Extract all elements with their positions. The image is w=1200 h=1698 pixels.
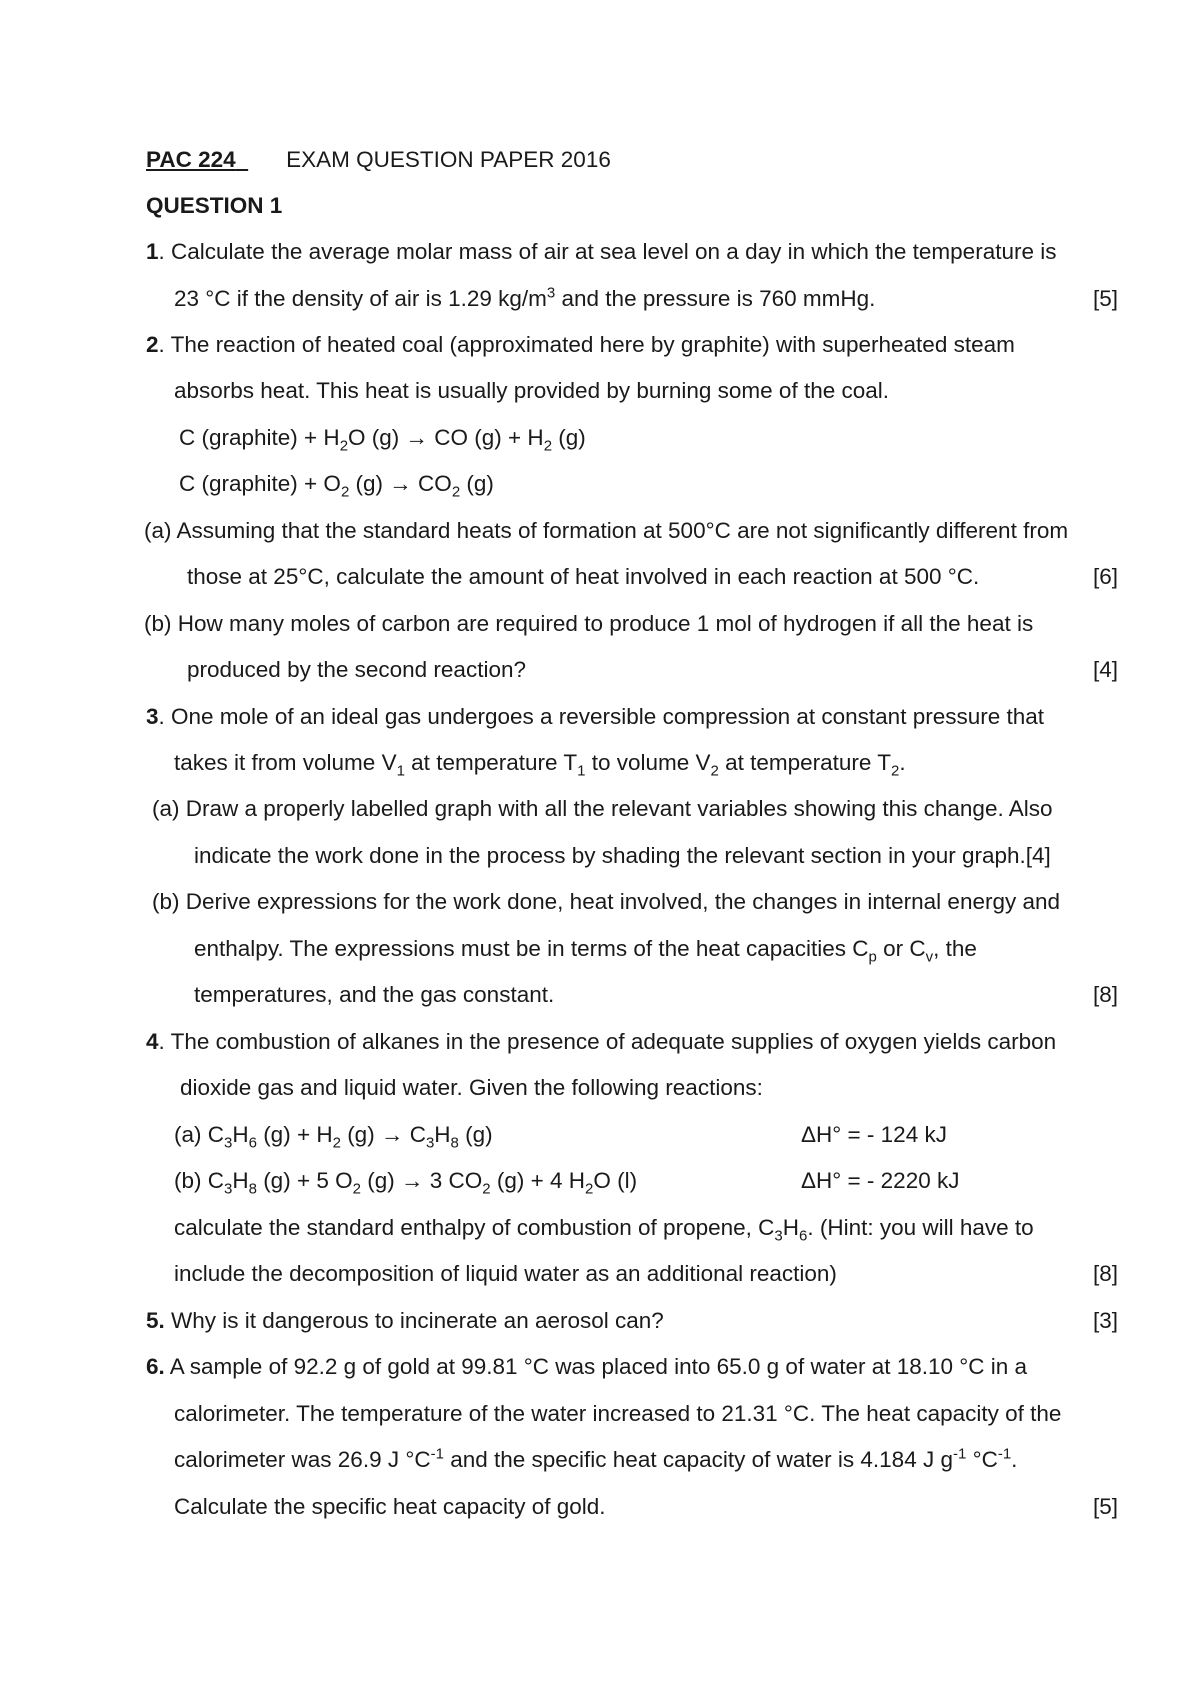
q3a-marks: [4] bbox=[1025, 843, 1051, 868]
q1-marks: [5] bbox=[1093, 286, 1119, 311]
q2-equation-2: C (graphite) + $O_2$ $(g) \to CO_2$ (g) bbox=[179, 471, 494, 501]
q6-number: 6. bbox=[146, 1354, 165, 1379]
q3a-line-1: (a) Draw a properly labelled graph with all the relevant variables showing this change. Also bbox=[152, 796, 1053, 821]
question-heading: QUESTION 1 bbox=[146, 193, 283, 218]
q3-number: 3 bbox=[146, 704, 159, 729]
q5-marks: [3] bbox=[1093, 1308, 1119, 1333]
q4-marks: [8] bbox=[1093, 1261, 1119, 1286]
q3a-line-2: indicate the work done in the process by shading the relevant section in your graph.[4] bbox=[194, 843, 1051, 868]
q2a-line-2: those at 25°C, calculate the amount of heat involved in each reaction at 500 °C. bbox=[187, 564, 980, 589]
q3b-line-3: temperatures, and the gas constant. bbox=[194, 982, 555, 1007]
q3-line-2: takes it from volume $V_1$ at temperature $T_1$ to volume $V_2$ at temperature $T_2$. bbox=[174, 750, 906, 780]
q4-reaction-b: (b) $C_3H_8$ (g) + 5 $O_2$ (g) → 3 $CO_2$ (g) + 4 $H_2O$ (l) bbox=[174, 1168, 638, 1198]
q3b-marks: [8] bbox=[1093, 982, 1119, 1007]
q6-marks: [5] bbox=[1093, 1494, 1119, 1519]
q6-line-1: 6. A sample of 92.2 g of gold at 99.81 °C was placed into 65.0 g of water at 18.10 °C in a bbox=[146, 1354, 1028, 1379]
header bbox=[146, 145, 611, 175]
q4-number: 4 bbox=[146, 1029, 159, 1054]
q1-line-2: 23 °C if the density of air is 1.29 $kg/m^3$ and the pressure is 760 mmHg. bbox=[174, 284, 876, 311]
q2a-line-1: (a) Assuming that the standard heats of formation at 500°C are not significantly different from bbox=[144, 518, 1069, 543]
q4-line-6: include the decomposition of liquid water as an additional reaction) bbox=[174, 1261, 837, 1286]
q2b-line-2: produced by the second reaction? bbox=[187, 657, 526, 682]
q4-reaction-a-enthalpy: ΔH° = - 124 kJ bbox=[801, 1122, 947, 1147]
q2-number: 2 bbox=[146, 332, 159, 357]
q4-line-5: calculate the standard enthalpy of combustion of propene, $C_3H_6$. (Hint: you will have to bbox=[174, 1215, 1034, 1245]
q3b-line-2: enthalpy. The expressions must be in terms of the heat capacities $C_p$ or $C_v$, the bbox=[194, 936, 977, 966]
q3-line-1: 3. One mole of an ideal gas undergoes a reversible compression at constant pressure that bbox=[146, 704, 1045, 729]
q2-line-1: 2. The reaction of heated coal (approximated here by graphite) with superheated steam bbox=[146, 332, 1015, 357]
q4-reaction-a: (a) $C_3H_6$ $(g) + H_2$ $(g) \to C_3H_8$ (g) bbox=[174, 1122, 493, 1152]
q1-line-1: 1. Calculate the average molar mass of air at sea level on a day in which the temperature is bbox=[146, 239, 1057, 264]
q3b-line-1: (b) Derive expressions for the work done, heat involved, the changes in internal energy and bbox=[152, 889, 1061, 914]
q2b-marks: [4] bbox=[1093, 657, 1119, 682]
paper-title: EXAM QUESTION PAPER 2016 bbox=[286, 147, 611, 172]
course-code: PAC 224 bbox=[146, 147, 236, 172]
q5-line: 5. Why is it dangerous to incinerate an aerosol can? bbox=[146, 1308, 664, 1333]
q2-line-2: absorbs heat. This heat is usually provided by burning some of the coal. bbox=[174, 378, 890, 403]
q6-line-4: Calculate the specific heat capacity of gold. bbox=[174, 1494, 606, 1519]
q6-line-2: calorimeter. The temperature of the water increased to 21.31 °C. The heat capacity of the bbox=[174, 1401, 1062, 1426]
q4-line-1: 4. The combustion of alkanes in the presence of adequate supplies of oxygen yields carbon bbox=[146, 1029, 1057, 1054]
q1-number: 1 bbox=[146, 239, 159, 264]
q2b-line-1: (b) How many moles of carbon are required to produce 1 mol of hydrogen if all the heat is bbox=[144, 611, 1034, 636]
q4-reaction-b-enthalpy: ΔH° = - 2220 kJ bbox=[801, 1168, 960, 1193]
q2-equation-1: C (graphite) + $H_2O$ (g) → CO $(g) + H_2$ (g) bbox=[179, 425, 586, 455]
q2a-marks: [6] bbox=[1093, 564, 1119, 589]
q6-line-3: calorimeter was 26.9 J $^\circ C^{-1}$ and the specific heat capacity of water is 4.184 J $g^{-1}$ $^\circ C^{-1}$. bbox=[174, 1445, 1018, 1472]
q5-number: 5. bbox=[146, 1308, 165, 1333]
q4-line-2: dioxide gas and liquid water. Given the following reactions: bbox=[180, 1075, 763, 1100]
